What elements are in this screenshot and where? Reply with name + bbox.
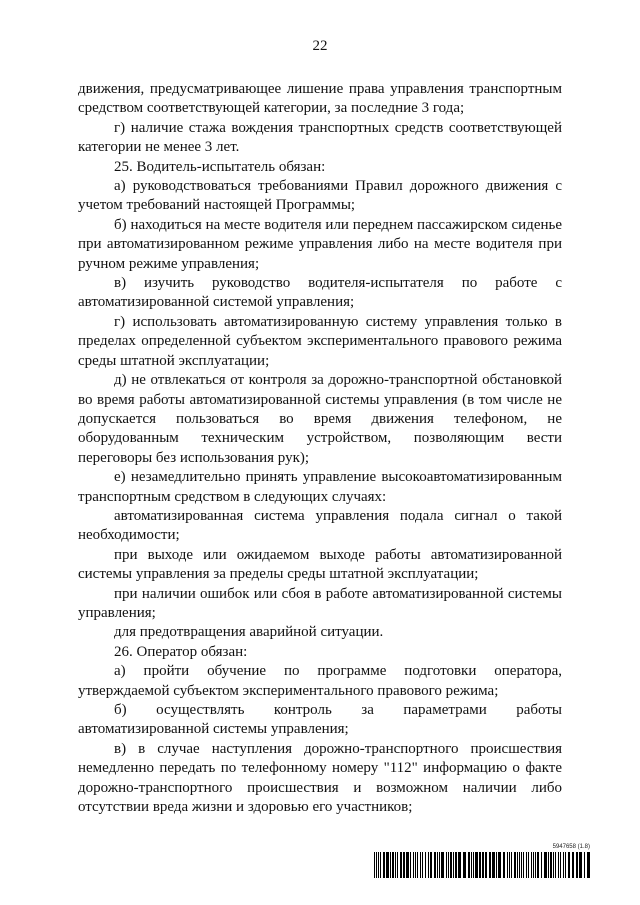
paragraph: 26. Оператор обязан: bbox=[114, 643, 248, 660]
body-text bbox=[78, 80, 562, 817]
paragraph: б) осуществлять контроль за параметрами работы автоматизированной системы управления; bbox=[78, 702, 562, 738]
barcode-block bbox=[374, 844, 590, 878]
paragraph: 25. Водитель-испытатель обязан: bbox=[114, 158, 326, 175]
paragraph: в) изучить руководство водителя-испытателя по работе с автоматизированной системой управления; bbox=[78, 275, 562, 311]
barcode-icon bbox=[374, 852, 590, 878]
paragraph: а) пройти обучение по программе подготовки оператора, утверждаемой субъектом экспериментального правового режима; bbox=[78, 663, 562, 699]
paragraph: в) в случае наступления дорожно-транспортного происшествия немедленно передать по телефонному номеру "112" информацию о факте дорожно-транспортного происшествия и возможном наличии либо отсутствии вреда жизни и здоровью его участников; bbox=[78, 740, 562, 816]
paragraph: д) не отвлекаться от контроля за дорожно-транспортной обстановкой во время работы автоматизированной системы управления (в том числе не допускается пользоваться во время движения телефоном, не оборудованным техническим устройством, позволяющим вести переговоры без использования рук); bbox=[78, 372, 562, 466]
paragraph: е) незамедлительно принять управление высокоавтоматизированным транспортным средством в следующих случаях: bbox=[78, 469, 562, 505]
paragraph: б) находиться на месте водителя или переднем пассажирском сиденье при автоматизированном режиме управления либо на месте водителя при ручном режиме управления; bbox=[78, 216, 562, 272]
paragraph: для предотвращения аварийной ситуации. bbox=[114, 624, 384, 641]
paragraph: г) использовать автоматизированную систему управления только в пределах определенной субъектом экспериментального правового режима среды штатной эксплуатации; bbox=[78, 313, 562, 369]
barcode-label: 5947658 (1.8) bbox=[552, 844, 590, 850]
paragraph: при наличии ошибок или сбоя в работе автоматизированной системы управления; bbox=[78, 585, 562, 621]
paragraph: при выходе или ожидаемом выходе работы автоматизированной системы управления за пределы среды штатной эксплуатации; bbox=[78, 546, 562, 583]
paragraph: автоматизированная система управления подала сигнал о такой необходимости; bbox=[78, 507, 562, 544]
paragraph: движения, предусматривающее лишение права управления транспортным средством соответствующей категории, за последние 3 года; bbox=[78, 81, 562, 117]
paragraph: а) руководствоваться требованиями Правил дорожного движения с учетом требований настоящей Программы; bbox=[78, 178, 562, 214]
paragraph: г) наличие стажа вождения транспортных средств соответствующей категории не менее 3 лет. bbox=[78, 119, 562, 156]
page-number: 22 bbox=[312, 38, 328, 54]
